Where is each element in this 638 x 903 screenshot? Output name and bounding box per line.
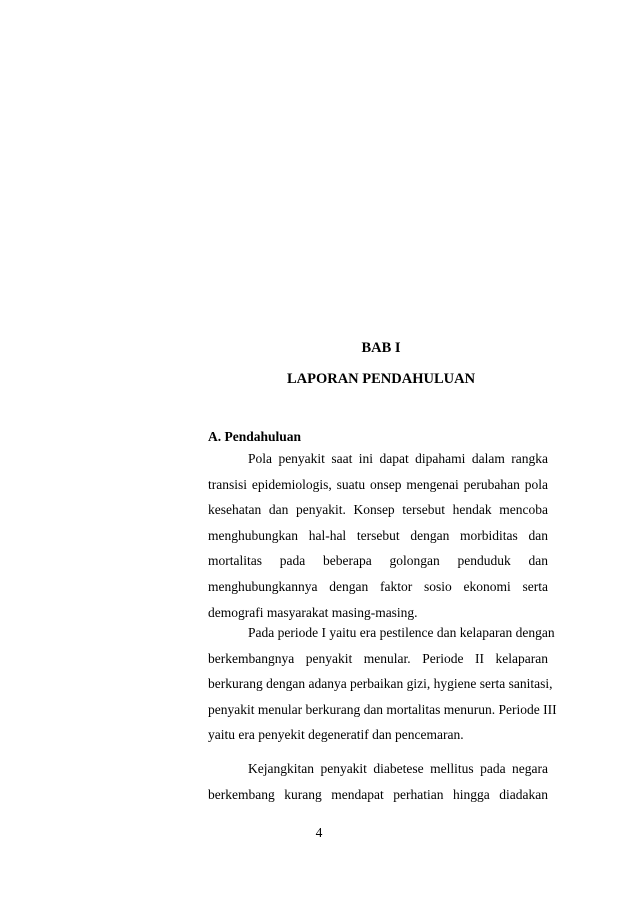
paragraph-line: Pola penyakit saat ini dapat dipahami dalam rangka <box>248 451 548 466</box>
paragraph-line: menghubungkannya dengan faktor sosio ekonomi serta <box>208 578 548 594</box>
paragraph-line: transisi epidemiologis, suatu onsep mengenai perubahan pola <box>208 476 548 492</box>
paragraph-line: kesehatan dan penyakit. Konsep tersebut hendak mencoba <box>208 502 548 518</box>
paragraph-1 <box>208 446 548 625</box>
section-heading: A. Pendahuluan <box>208 429 302 444</box>
paragraph-line: Kejangkitan penyakit diabetese mellitus pada negara <box>248 761 548 776</box>
paragraph-2 <box>208 620 557 748</box>
chapter-number: BAB I <box>361 340 401 356</box>
paragraph-line: berkurang dengan adanya perbaikan gizi, hygiene serta sanitasi, <box>208 676 553 692</box>
paragraph-line: mortalitas pada beberapa golongan penduduk dan <box>208 553 548 569</box>
page-number: 4 <box>315 825 323 840</box>
paragraph-line: demografi masyarakat masing-masing. <box>208 604 418 620</box>
paragraph-line: berkembang kurang mendapat perhatian hingga diadakan <box>208 786 548 802</box>
paragraph-3 <box>208 756 548 807</box>
chapter-title: LAPORAN PENDAHULUAN <box>286 371 476 387</box>
paragraph-line: yaitu era penyekit degeneratif dan pencemaran. <box>208 727 464 743</box>
paragraph-line: penyakit menular berkurang dan mortalitas menurun. Periode III <box>208 701 557 717</box>
paragraph-line: menghubungkan hal-hal tersebut dengan morbiditas dan <box>208 527 548 543</box>
paragraph-line: berkembangnya penyakit menular. Periode II kelaparan <box>208 650 548 666</box>
paragraph-line: Pada periode I yaitu era pestilence dan kelaparan dengan <box>248 625 555 640</box>
